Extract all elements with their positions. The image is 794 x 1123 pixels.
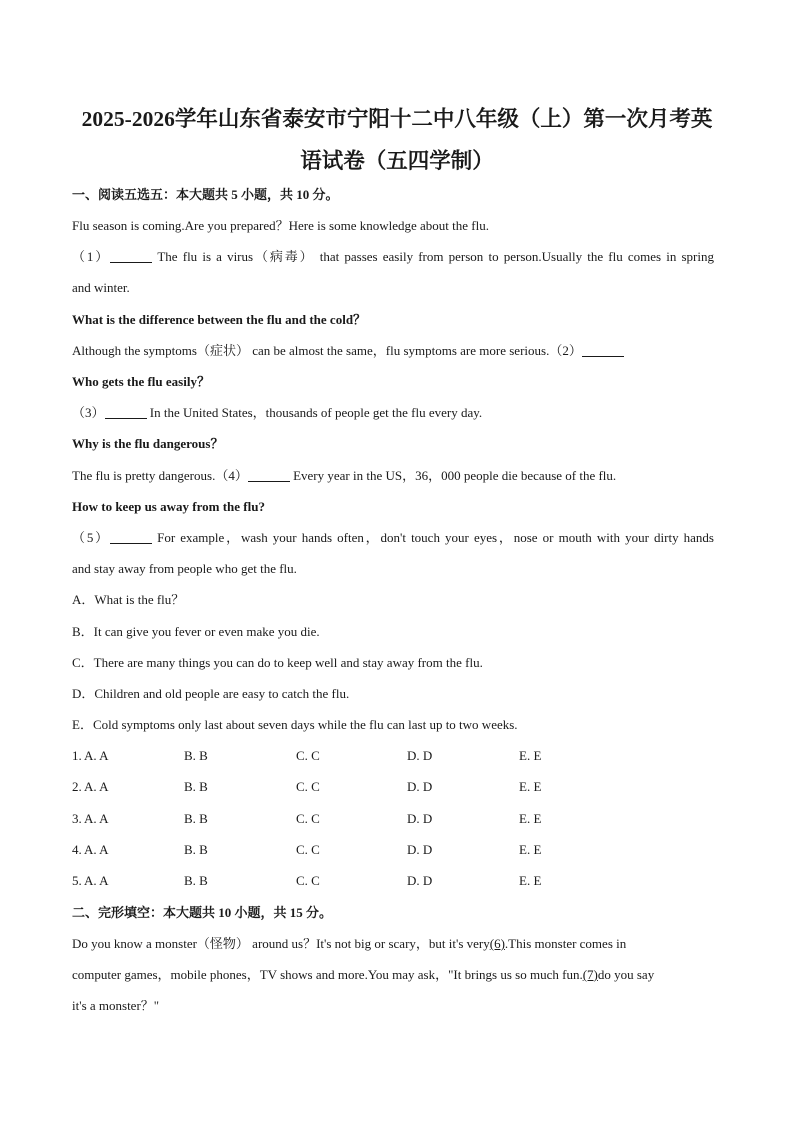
choice-c[interactable]: C. C xyxy=(296,811,320,826)
paragraph-3-text: In the United States，thousands of people get the flu every day. xyxy=(146,405,483,420)
choice-c[interactable]: C. C xyxy=(296,779,320,794)
choice-d[interactable]: D. D xyxy=(407,779,433,794)
section-1-heading: 一、阅读五选五：本大题共 5 小题，共 10 分。 xyxy=(72,187,339,202)
answer-row-3 xyxy=(72,810,632,828)
paragraph-1-text: The flu is a virus（病毒） that passes easily from person to person.Usually the flu comes in spring xyxy=(152,249,714,264)
choice-c[interactable]: C. C xyxy=(296,842,320,857)
question-number: 3. xyxy=(72,811,82,826)
choice-d[interactable]: D. D xyxy=(407,842,433,857)
answer-row-1 xyxy=(72,747,632,765)
cloze-blank-6: (6) xyxy=(489,936,505,951)
cloze-line-2 xyxy=(72,966,654,984)
paragraph-4 xyxy=(72,467,616,485)
choice-a[interactable]: A. A xyxy=(84,748,109,763)
cloze-line-1 xyxy=(72,935,626,953)
question-number: 2. xyxy=(72,779,82,794)
choice-c[interactable]: C. C xyxy=(296,748,320,763)
choice-a[interactable]: A. A xyxy=(84,811,109,826)
answer-blank-4 xyxy=(248,468,290,482)
choice-a[interactable]: A. A xyxy=(84,779,109,794)
option-a: A．What is the flu？ xyxy=(72,592,185,607)
paragraph-5-line-2: and stay away from people who get the flu. xyxy=(72,561,297,576)
answer-row-5 xyxy=(72,872,632,890)
choice-e[interactable]: E. E xyxy=(519,779,542,794)
cloze-text: .This monster comes in xyxy=(504,936,627,951)
answer-row-2 xyxy=(72,778,632,796)
answer-blank-2 xyxy=(582,343,624,357)
answer-blank-5 xyxy=(110,530,152,544)
subheading-who: Who gets the flu easily？ xyxy=(72,374,210,389)
paragraph-2-text: Although the symptoms（症状） can be almost the same，flu symptoms are more serious.（2） xyxy=(72,343,582,358)
section-2-heading: 二、完形填空：本大题共 10 小题，共 15 分。 xyxy=(72,905,333,920)
paragraph-1-line-1 xyxy=(72,248,714,266)
choice-b[interactable]: B. B xyxy=(184,873,208,888)
paragraph-1-line-2: and winter. xyxy=(72,280,130,295)
choice-b[interactable]: B. B xyxy=(184,842,208,857)
page-title xyxy=(60,98,734,182)
title-line-1: 2025-2026学年山东省泰安市宁阳十二中八年级（上）第一次月考英 xyxy=(81,107,713,131)
option-d: D．Children and old people are easy to catch the flu. xyxy=(72,686,350,701)
cloze-line-3: it's a monster？" xyxy=(72,998,160,1013)
choice-b[interactable]: B. B xyxy=(184,779,208,794)
choice-d[interactable]: D. D xyxy=(407,873,433,888)
paragraph-5-line-1 xyxy=(72,529,714,547)
choice-c[interactable]: C. C xyxy=(296,873,320,888)
choice-b[interactable]: B. B xyxy=(184,748,208,763)
answer-blank-3 xyxy=(105,405,147,419)
paragraph-3 xyxy=(72,404,482,422)
paragraph-2 xyxy=(72,342,624,360)
subheading-how: How to keep us away from the flu? xyxy=(72,499,265,514)
cloze-text: computer games，mobile phones，TV shows and more.You may ask，"It brings us so much fun. xyxy=(72,967,583,982)
title-line-2: 语试卷（五四学制） xyxy=(300,149,494,173)
blank-number-1: （1） xyxy=(72,249,111,264)
cloze-text: Do you know a monster（怪物） around us？It's not big or scary，but it's very xyxy=(72,936,490,951)
question-number: 1. xyxy=(72,748,82,763)
choice-b[interactable]: B. B xyxy=(184,811,208,826)
subheading-difference: What is the difference between the flu and the cold？ xyxy=(72,312,367,327)
choice-e[interactable]: E. E xyxy=(519,811,542,826)
paragraph-4-text-a: The flu is pretty dangerous.（4） xyxy=(72,468,248,483)
paragraph-5-text: For example，wash your hands often，don't touch your eyes，nose or mouth with your dirty hands xyxy=(152,530,714,545)
intro-text: Flu season is coming.Are you prepared？Here is some knowledge about the flu. xyxy=(72,218,489,233)
option-c: C．There are many things you can do to keep well and stay away from the flu. xyxy=(72,655,483,670)
choice-e[interactable]: E. E xyxy=(519,842,542,857)
subheading-why: Why is the flu dangerous？ xyxy=(72,436,224,451)
choice-a[interactable]: A. A xyxy=(84,842,109,857)
cloze-blank-7: (7) xyxy=(582,967,598,982)
choice-e[interactable]: E. E xyxy=(519,748,542,763)
question-number: 4. xyxy=(72,842,82,857)
question-number: 5. xyxy=(72,873,82,888)
choice-d[interactable]: D. D xyxy=(407,748,433,763)
choice-e[interactable]: E. E xyxy=(519,873,542,888)
choice-d[interactable]: D. D xyxy=(407,811,433,826)
paragraph-4-text-b: Every year in the US，36，000 people die because of the flu. xyxy=(289,468,617,483)
answer-row-4 xyxy=(72,841,632,859)
answer-blank-1 xyxy=(110,249,152,263)
choice-a[interactable]: A. A xyxy=(84,873,109,888)
option-e: E．Cold symptoms only last about seven days while the flu can last up to two weeks. xyxy=(72,717,518,732)
option-b: B．It can give you fever or even make you die. xyxy=(72,624,320,639)
blank-number-3: （3） xyxy=(72,405,105,420)
blank-number-5: （5） xyxy=(72,530,111,545)
cloze-text: do you say xyxy=(597,967,655,982)
